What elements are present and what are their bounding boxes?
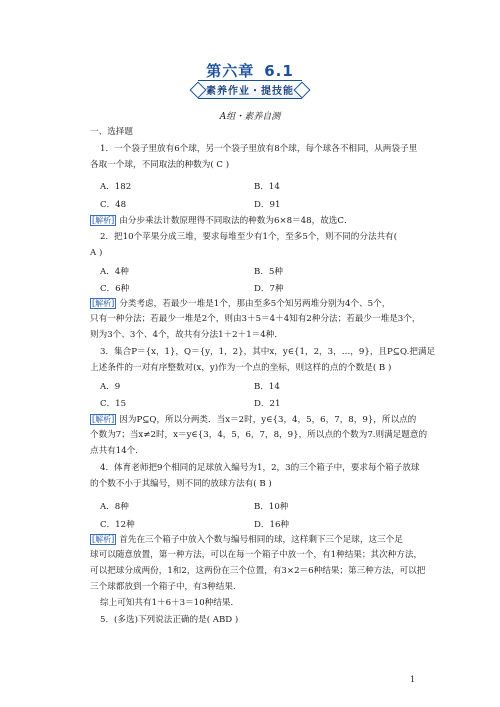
q1-stem-line2: 各取一个球，不同取法的种数为( C ) [90,160,230,170]
q4-explanation-line3: 可以把球分成两份，1和2，这两份在三个位置，有3×2＝6种结果；第三种方法，可以把 [90,566,426,576]
q3-option-b: B．14 [254,382,280,392]
q3-explanation [90,414,416,426]
q3-option-c: C．15 [100,399,127,409]
q2-option-b: B．5种 [254,267,283,277]
group-subheading: A组・素养自测 [219,112,281,122]
q5-stem-line1: 5．(多选)下列说法正确的是( ABD ) [100,615,239,625]
q2-explanation-line3: 则为3个、3个、4个，故共有分法1＋2＋1＝4种． [90,330,283,340]
section-title: 一、选择题 [90,127,133,137]
q4-explanation-line4: 三个球都放到一个箱子中，有3种结果． [90,582,242,592]
page-number: 1 [410,675,416,684]
q3-analysis-tag: [解析] [92,415,115,424]
q3-explanation-line3: 点共有14个． [90,446,144,456]
q1-stem-line1: 1．一个袋子里放有6个球，另一个袋子里放有8个球，每个球各不相同，从两袋子里 [100,144,418,154]
q1-option-b: B．14 [254,182,280,192]
q4-option-a: A．8种 [100,502,129,512]
section-banner [198,80,302,99]
q2-analysis-tag: [解析] [92,299,115,308]
q1-option-c: C．48 [100,200,127,210]
q4-stem-line1: 4．体育老师把9个相同的足球放入编号为1，2，3的三个箱子中，要求每个箱子放球 [100,463,420,473]
q2-option-a: A．4种 [100,267,129,277]
q3-explanation-line1: 因为P⊆Q，所以分两类．当x＝2时，y∈{3，4，5，6，7，8，9}，所以点的 [119,415,417,425]
banner-label: 素养作业・提技能 [206,86,294,97]
q3-option-d: D．21 [254,399,281,409]
q2-stem-line2: A ) [90,248,103,258]
q3-explanation-line2: 个数为7；当x≠2时，x＝y∈{3，4，5，6，7，8，9}，所以点的个数为7.则满足题意的 [90,430,428,440]
q4-analysis-tag: [解析] [92,535,115,544]
q1-option-d: D．91 [254,200,281,210]
q3-stem-line2: 上述条件的一对有序整数对(x，y)作为一个点的坐标，则这样的点的个数是( B ) [90,363,392,373]
chapter-title [0,60,500,81]
q4-explanation [90,534,403,546]
q4-stem-line2: 的个数不小于其编号，则不同的放球方法有( B ) [90,479,272,489]
q4-explanation-line5: 综上可知共有1＋6＋3＝10种结果． [100,598,240,608]
q1-explanation-line1: 由分步乘法计数原理得不同取法的种数为6×8＝48，故选C． [119,216,353,226]
q4-option-c: C．12种 [100,520,135,530]
chapter-label: 第六章 [206,62,255,80]
section-number: 6.1 [264,62,294,80]
q4-explanation-line2: 球可以随意放置，第一种方法，可以在每一个箱子中放一个，有1种结果；其次种方法， [90,550,423,560]
q1-analysis-tag: [解析] [92,216,115,225]
q2-explanation-line1: 分类考虑，若最少一堆是1个，那由至多5个知另两堆分别为4个、5个， [119,299,391,309]
q4-explanation-line1: 首先在三个箱子中放入个数与编号相同的球，这样剩下三个足球，这三个足 [119,535,403,545]
q2-option-c: C．6种 [100,284,130,294]
q2-explanation [90,298,390,310]
q4-option-b: B．10种 [254,502,289,512]
q4-option-d: D．16种 [254,520,290,530]
q1-explanation [90,215,353,227]
q2-option-d: D．7种 [254,284,284,294]
q1-option-a: A．182 [100,182,132,192]
q2-explanation-line2: 只有一种分法；若最少一堆是2个，则由3＋5＝4＋4知有2种分法；若最少一堆是3个， [90,314,421,324]
q2-stem-line1: 2．把10个苹果分成三堆，要求每堆至少有1个，至多5个，则不同的分法共有( [100,232,398,242]
q3-stem-line1: 3．集合P＝{x，1}，Q＝{y，1，2}，其中x，y∈{1，2，3，…，9}，且P⊆Q.把满足 [100,347,436,357]
q3-option-a: A．9 [100,382,121,392]
